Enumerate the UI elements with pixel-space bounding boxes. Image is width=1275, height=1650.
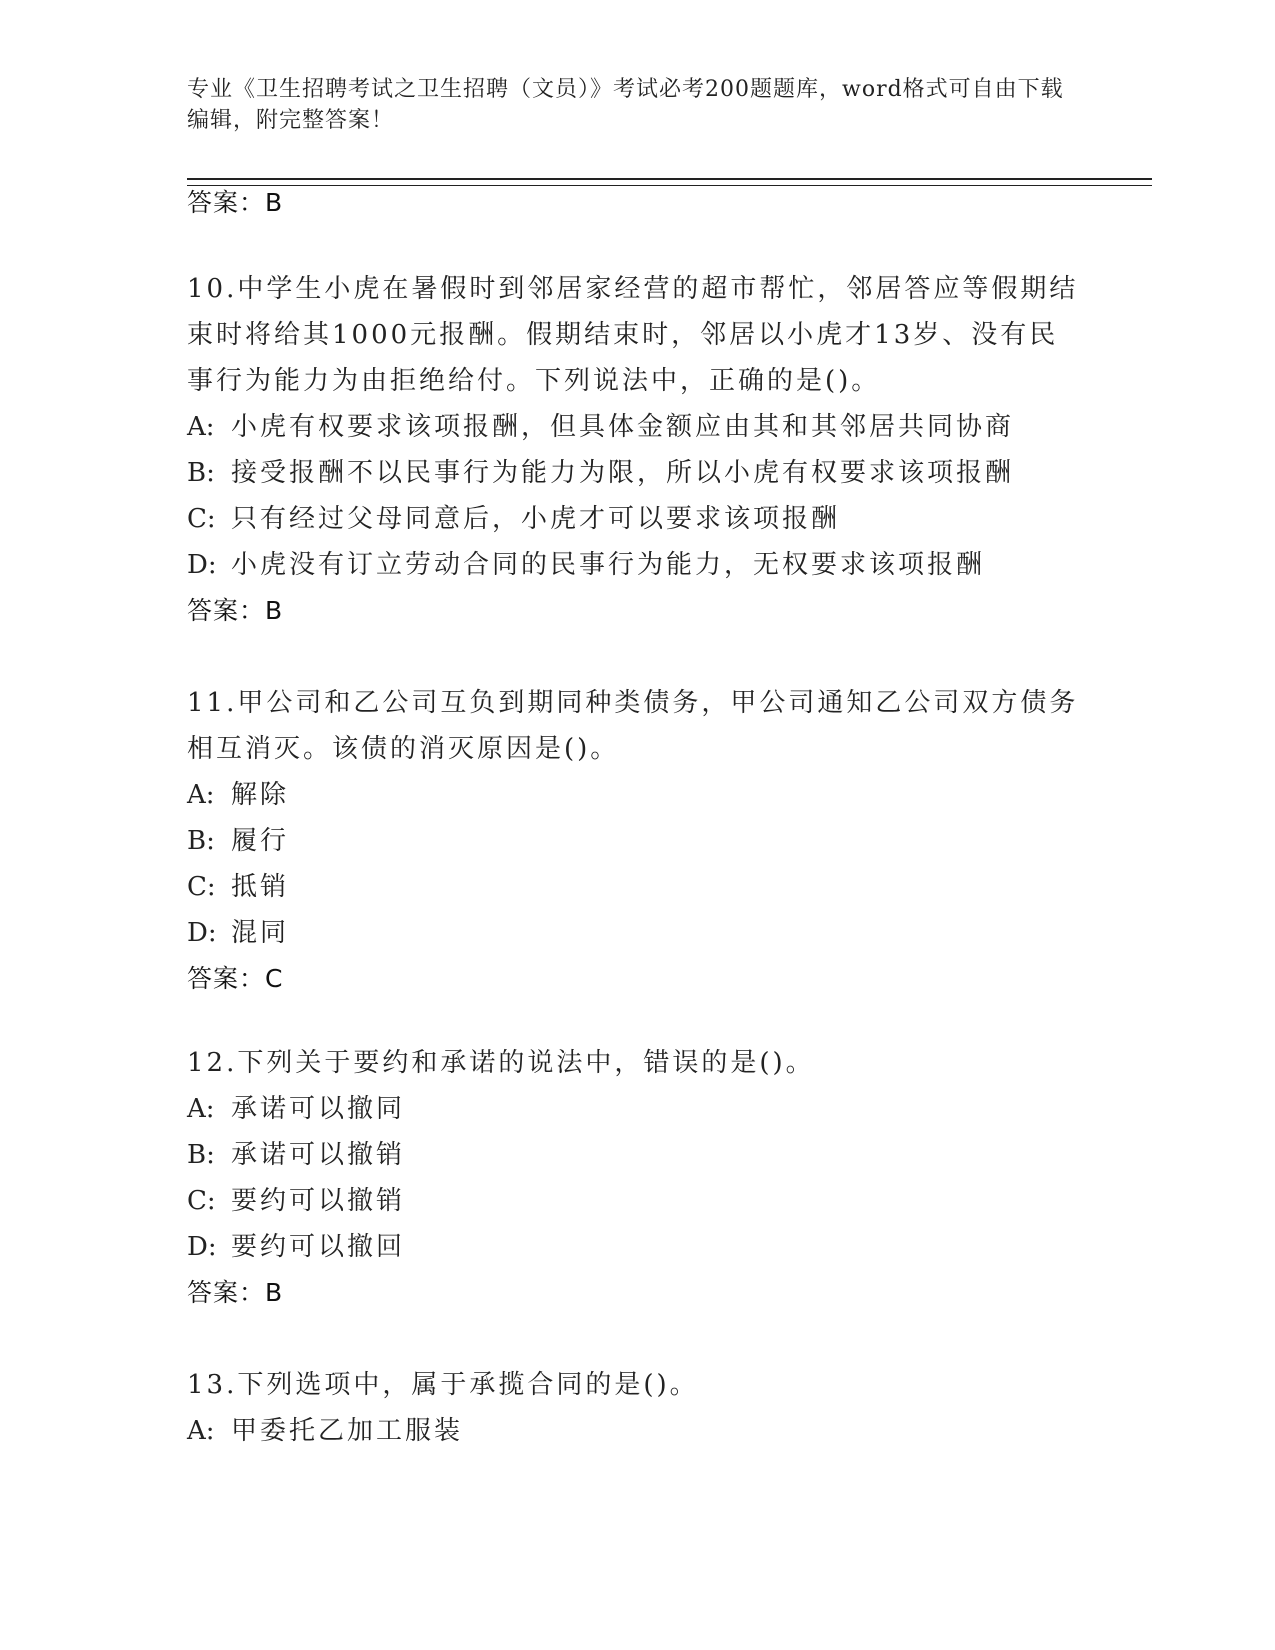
answer-label: 答案：B [187, 596, 284, 625]
question-13 [187, 1362, 1087, 1454]
option-a [187, 772, 1087, 818]
question-12 [187, 1040, 1087, 1316]
option-letter: C: [187, 1186, 216, 1216]
question-10 [187, 266, 1087, 634]
option-text: 承诺可以撤同 [231, 1094, 406, 1124]
option-letter: A: [187, 412, 215, 442]
option-c [187, 1178, 1087, 1224]
page-header: 专业《卫生招聘考试之卫生招聘（文员）》考试必考200题题库，word格式可自由下载编辑，附完整答案！ [187, 77, 1064, 133]
option-text: 履行 [231, 826, 290, 856]
option-a [187, 1408, 1087, 1454]
option-letter: B: [187, 826, 215, 856]
option-text: 小虎没有订立劳动合同的民事行为能力，无权要求该项报酬 [231, 550, 986, 580]
option-b [187, 450, 1087, 496]
option-text: 抵销 [231, 872, 290, 902]
option-text: 混同 [231, 918, 290, 948]
option-letter: A: [187, 1094, 215, 1124]
option-letter: A: [187, 1416, 215, 1446]
option-c [187, 496, 1087, 542]
option-letter: B: [187, 458, 215, 488]
option-letter: D: [187, 1232, 217, 1262]
option-text: 要约可以撤回 [231, 1232, 406, 1262]
option-letter: B: [187, 1140, 215, 1170]
option-text: 要约可以撤销 [231, 1186, 406, 1216]
answer-label: 答案：B [187, 188, 284, 217]
question-stem: 12.下列关于要约和承诺的说法中，错误的是()。 [187, 1048, 815, 1078]
option-a [187, 404, 1087, 450]
question-11 [187, 680, 1087, 1002]
option-letter: D: [187, 918, 217, 948]
option-text: 小虎有权要求该项报酬，但具体金额应由其和其邻居共同协商 [231, 412, 1015, 442]
option-d [187, 1224, 1087, 1270]
option-letter: D: [187, 550, 217, 580]
question-stem: 11.甲公司和乙公司互负到期同种类债务，甲公司通知乙公司双方债务相互消灭。该债的消灭原因是()。 [187, 688, 1079, 764]
question-stem: 13.下列选项中，属于承揽合同的是()。 [187, 1370, 699, 1400]
option-b [187, 818, 1087, 864]
option-text: 接受报酬不以民事行为能力为限，所以小虎有权要求该项报酬 [231, 458, 1015, 488]
option-text: 承诺可以撤销 [231, 1140, 406, 1170]
option-text: 甲委托乙加工服装 [231, 1416, 464, 1446]
answer-label: 答案：C [187, 964, 284, 993]
option-b [187, 1132, 1087, 1178]
option-text: 只有经过父母同意后，小虎才可以要求该项报酬 [231, 504, 841, 534]
option-letter: A: [187, 780, 215, 810]
option-d [187, 910, 1087, 956]
header-divider [187, 178, 1152, 186]
option-text: 解除 [231, 780, 290, 810]
option-letter: C: [187, 504, 216, 534]
option-d [187, 542, 1087, 588]
option-letter: C: [187, 872, 216, 902]
option-a [187, 1086, 1087, 1132]
answer-label: 答案：B [187, 1278, 284, 1307]
option-c [187, 864, 1087, 910]
question-stem: 10.中学生小虎在暑假时到邻居家经营的超市帮忙，邻居答应等假期结束时将给其1000元报酬。假期结束时，邻居以小虎才13岁、没有民事行为能力为由拒绝给付。下列说法中，正确的是()。 [187, 274, 1079, 396]
